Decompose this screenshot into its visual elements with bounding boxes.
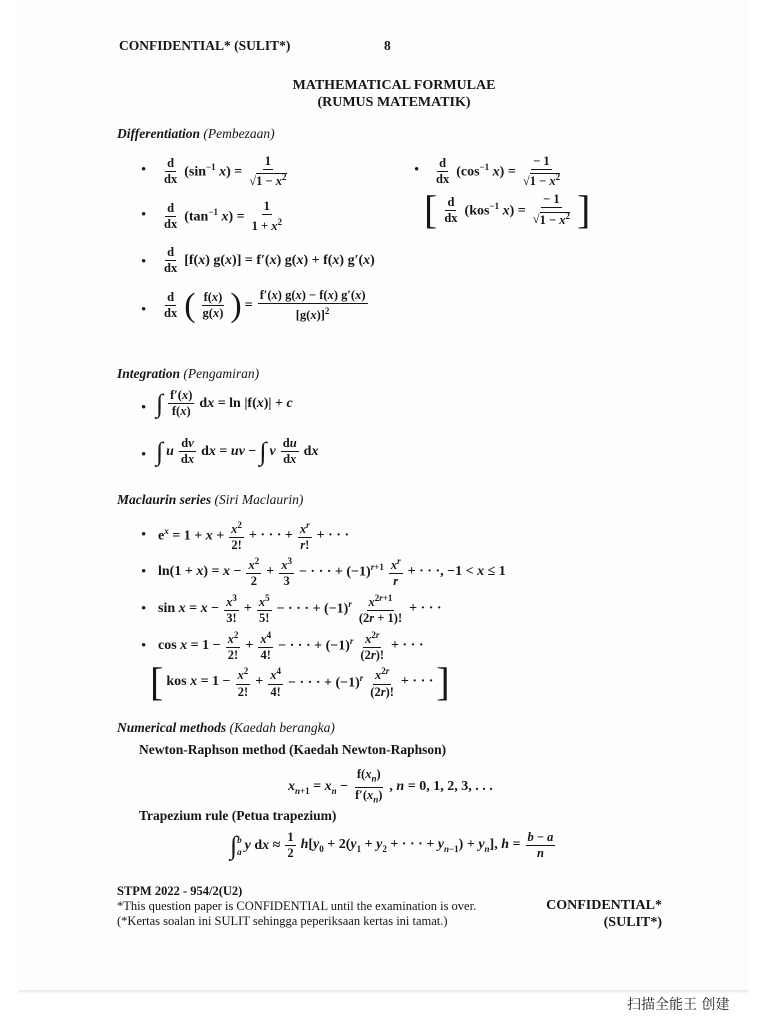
bullet: •: [141, 302, 147, 318]
section-heading-maclaurin: [117, 492, 303, 508]
formula-kos-series-malay: [ kos x = 1 − $\frac{x^2}{2!}$ + $\frac{x^4}{4!}$ − · · · + $(-1)^r$ $\frac{x^{2r}}{(2r)!}$ + · · · ]: [150, 659, 450, 704]
formula-d-arcsin: $\frac{d}{dx}$ ($\sin^{-1}$ x) = $\frac{1}{√1 - x^2}$: [164, 154, 287, 189]
formula-newton-raphson: $x_{n+1} = x_n$ − $\frac{f(x_n)}{f'(x_n)}$ , n = 0, 1, 2, 3, . . .: [288, 767, 493, 804]
maclaurin-title-malay: (Siri Maclaurin): [214, 492, 304, 507]
differentiation-title-malay: (Pembezaan): [203, 126, 275, 141]
footer-sulit-label: (SULIT*): [603, 915, 662, 930]
bullet: •: [141, 400, 147, 416]
formula-sin-series: sin x = x − $\frac{x^3}{3!}$ + $\frac{x^5}{5!}$ − · · · + $(-1)^r$ $\frac{x^{2r+1}}{(2r + 1)!}$ + · · ·: [158, 593, 442, 626]
trapezium-label: Trapezium rule (Petua trapezium): [139, 808, 337, 823]
bullet: •: [141, 207, 147, 223]
formula-trapezium-rule: ∫ b a y dx ≈ $\frac{1}{2}$ $h[y_0 + 2(y_1 + y_2$ + · · · + $y_{n-1}) + y_n$], h = $\frac{b - a}{n}$: [230, 830, 554, 860]
footer-note-english: *This question paper is CONFIDENTIAL until the examination is over.: [117, 899, 477, 913]
bullet: •: [141, 601, 147, 617]
maclaurin-title: Maclaurin series: [117, 492, 212, 507]
newton-raphson-label: Newton-Raphson method (Kaedah Newton-Raphson): [139, 742, 447, 757]
section-heading-numerical: [117, 720, 335, 736]
formula-quotient-rule: $\frac{d}{dx}$ ( $\frac{f(x)}{g(x)}$ ) = $\frac{f'(x) g(x) - f(x) g'(x)}{[g(x)]^2}$: [164, 286, 366, 324]
formula-d-arccos: $\frac{d}{dx}$ ($\cos^{-1}$ x) = $\frac{- 1}{√1 - x^2}$: [436, 154, 561, 189]
scanner-watermark: 扫描全能王 创建: [627, 997, 730, 1013]
bullet: •: [141, 254, 147, 270]
integration-title-malay: (Pengamiran): [183, 366, 260, 381]
differentiation-title: Differentiation: [117, 126, 201, 141]
bullet: •: [141, 447, 147, 463]
formula-cos-series: cos x = 1 − $\frac{x^2}{2!}$ + $\frac{x^4}{4!}$ − · · · + $(-1)^r$ $\frac{x^{2r}}{(2r)!}$ + · · ·: [158, 630, 424, 663]
formula-ln-series: ln(1 + x) = x − $\frac{x^2}{2}$ + $\frac{x^3}{3}$ − · · · + $(-1)^{r+1}$ $\frac{x^r}{r}$ + · · ·, −1 < x ≤ 1: [158, 556, 506, 589]
footer-confidential: [520, 897, 662, 931]
footer-block: [117, 884, 476, 929]
title-line-2: (RUMUS MATEMATIK): [317, 95, 471, 110]
formula-integration-by-parts: ∫ u $\frac{dv}{dx}$ dx = uv − ∫ v $\frac{du}{dx}$ dx: [156, 436, 319, 466]
bullet: •: [141, 564, 147, 580]
bullet: •: [141, 638, 147, 654]
footer-note-malay: (*Kertas soalan ini SULIT sehingga peperiksaan kertas ini tamat.): [117, 914, 448, 928]
section-heading-differentiation: [117, 126, 275, 142]
title-line-1: MATHEMATICAL FORMULAE: [292, 78, 496, 93]
integration-title: Integration: [117, 366, 181, 381]
numerical-title: Numerical methods: [117, 720, 227, 735]
formula-d-arctan: $\frac{d}{dx}$ ($\tan^{-1}$ x) = $\frac{1}{1 + x^2}$: [164, 199, 282, 234]
numerical-title-malay: (Kaedah berangka): [229, 720, 335, 735]
footer-confidential-label: CONFIDENTIAL*: [546, 898, 662, 913]
page-number: 8: [384, 38, 391, 53]
bullet: •: [414, 162, 420, 178]
formula-product-rule: $\frac{d}{dx}$ [f(x) g(x)] = f′(x) g(x) + f(x) g′(x): [164, 245, 375, 275]
bullet: •: [141, 162, 147, 178]
formula-exp-series: $e^x = 1 + x$ + $\frac{x^2}{2!}$ + · · · + $\frac{x^r}{r!}$ + · · ·: [158, 520, 350, 553]
section-heading-integration: [117, 366, 259, 382]
paper-code: STPM 2022 - 954/2(U2): [117, 884, 243, 898]
bullet: •: [141, 527, 147, 543]
page-title: [274, 77, 514, 111]
formula-d-arckos-malay: [ $\frac{d}{dx}$ (kos$^{-1}$ x) = $\frac{- 1}{√1 - x^2}$ ]: [424, 187, 591, 232]
formula-integral-log: ∫ $\frac{f'(x)}{f(x)}$ dx = ln |f(x)| + c: [156, 388, 293, 418]
header-confidential: CONFIDENTIAL* (SULIT*): [119, 38, 291, 53]
